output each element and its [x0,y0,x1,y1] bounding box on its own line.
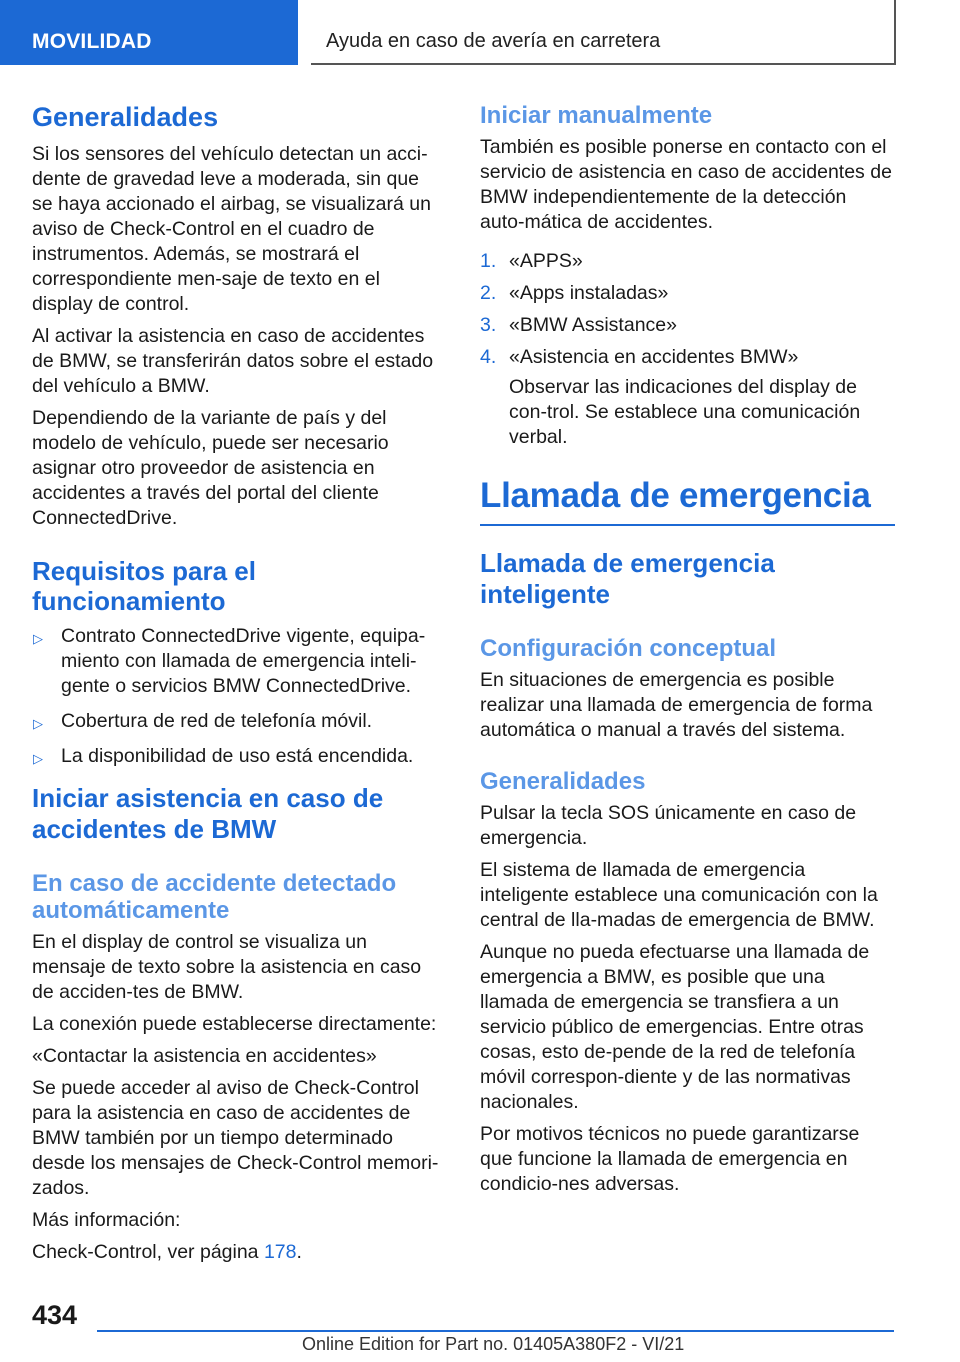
footer-divider [97,1330,894,1332]
section-title: MOVILIDAD [32,30,152,53]
list-item: 4. «Asistencia en accidentes BMW» [480,346,799,369]
left-column [32,100,444,1272]
paragraph: Más información: [32,1209,181,1232]
paragraph: Por motivos técnicos no puede garantizarse que funcione la llamada de emergencia en condicio-nes adversas. [480,1123,860,1196]
paragraph: Aunque no pueda efectuarse una llamada de emergencia a BMW, es posible que una llamada de emergencia se transfiera a un servicio público de emergencias. Entre otras cosas, esto de-pende de la red de telefonía móvil correspon-diente y de las normativas nacionales. [480,941,870,1114]
paragraph: «Contactar la asistencia en accidentes» [32,1045,377,1068]
page-number: 434 [32,1300,78,1330]
step-note: Observar las indicaciones del display de con-trol. Se establece una comunicación verbal. [509,376,861,449]
list-item: ▷ La disponibilidad de uso está encendida. [32,744,444,769]
paragraph: Pulsar la tecla SOS únicamente en caso de emergencia. [480,802,857,850]
triangle-bullet-icon: ▷ [33,751,43,767]
heading-deteccion-automatica: En caso de accidente detectado automáticamente [32,870,397,925]
paragraph: Al activar la asistencia en caso de accidentes de BMW, se transferirán datos sobre el estado del vehículo a BMW. [32,324,434,397]
heading-llamada-emergencia: Llamada de emergencia [480,476,895,526]
heading-llamada-inteligente: Llamada de emergencia inteligente [480,548,775,609]
paragraph: Dependiendo de la variante de país y del modelo de vehículo, puede ser necesario asignar otro proveedor de asistencia en accidentes a través del portal del cliente ConnectedDrive. [32,406,389,529]
heading-generalidades-2: Generalidades [480,768,646,796]
paragraph: En el display de control se visualiza un mensaje de texto sobre la asistencia en caso de acciden-tes de BMW. [32,931,422,1004]
page-reference-link[interactable]: 178 [263,1241,297,1264]
heading-iniciar-manualmente: Iniciar manualmente [480,102,713,129]
steps-list [480,249,895,370]
chapter-title: Ayuda en caso de avería en carretera [326,30,661,52]
heading-iniciar-asistencia: Iniciar asistencia en caso de accidentes de BMW [32,783,384,844]
heading-configuracion: Configuración conceptual [480,635,777,663]
list-item: 1. «APPS» [480,250,583,273]
right-column [480,100,895,1204]
footer-edition: Online Edition for Part no. 01405A380F2 - VI/21 [302,1334,685,1354]
requirements-list [32,624,444,769]
heading-requisitos: Requisitos para el funcionamiento [32,555,256,616]
paragraph: Se puede acceder al aviso de Check-Control para la asistencia en caso de accidentes de BMW también por un tiempo determinado desde los mensajes de Check-Control memori-zados. [32,1077,439,1200]
paragraph-reference: Check-Control, ver página 178. [32,1241,302,1264]
paragraph: También es posible ponerse en contacto con el servicio de asistencia en caso de accidentes de BMW independientemente de la detección auto-mática de accidentes. [480,136,892,234]
paragraph: La conexión puede establecerse directamente: [32,1013,437,1036]
list-item: ▷ Contrato ConnectedDrive vigente, equipa-miento con llamada de emergencia inteli-gente o servicios BMW ConnectedDrive. [33,625,426,698]
triangle-bullet-icon: ▷ [33,631,43,647]
list-item: ▷ Cobertura de red de telefonía móvil. [32,709,444,734]
triangle-bullet-icon: ▷ [33,716,43,732]
section-tab [0,0,298,65]
paragraph: El sistema de llamada de emergencia inteligente establece una comunicación con la central de lla-madas de emergencia de BMW. [480,859,878,932]
paragraph: Si los sensores del vehículo detectan un acci-dente de gravedad leve a moderada, sin que se haya accionado el airbag, se visualizará un aviso de Check-Control en el cuadro de instrumentos. Además, se mostrará el correspondiente men-saje de texto en el display de control. [32,142,431,315]
heading-generalidades: Generalidades [32,102,219,132]
list-item: 3. «BMW Assistance» [480,314,677,337]
list-item: 2. «Apps instaladas» [480,282,669,305]
chapter-header [311,0,896,65]
paragraph: En situaciones de emergencia es posible realizar una llamada de emergencia de forma automática o manual a través del sistema. [480,669,873,742]
